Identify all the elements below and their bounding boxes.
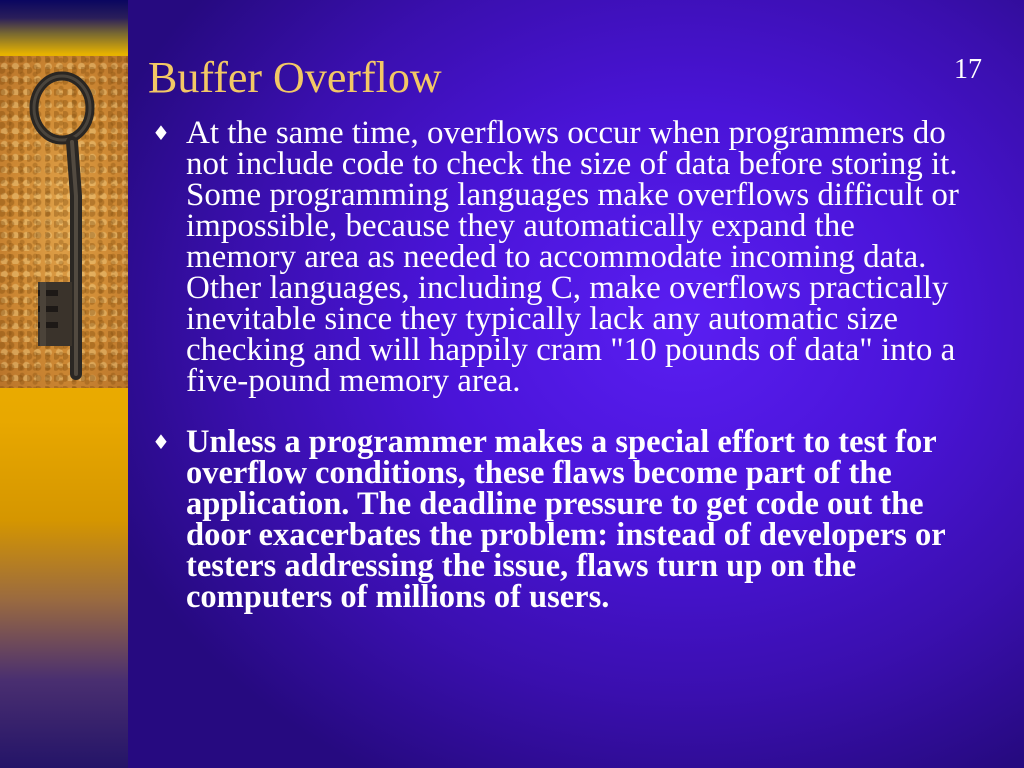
slide-number: 17 xyxy=(954,54,982,85)
slide-title: Buffer Overflow xyxy=(148,53,442,102)
bullet-item-2 xyxy=(148,424,968,615)
bullet-item-1 xyxy=(148,115,968,399)
bullet-text-1: At the same time, overflows occur when programmers do not include code to check the size of data before storing it. Some programming languages make overflows difficult or impossible, because they automatically expand the memory area as needed to accommodate incoming data. Other languages, including C, make overflows practically inevitable since they typically lack any automatic size checking and will happily cram "10 pounds of data" into a five-pound memory area. xyxy=(186,115,959,399)
diamond-bullet-icon: ♦ xyxy=(152,430,170,454)
old-key-icon xyxy=(0,56,128,388)
key-photo xyxy=(0,56,128,388)
bullet-list xyxy=(148,115,968,615)
bullet-text-2: Unless a programmer makes a special effort to test for overflow conditions, these flaws become part of the application. The deadline pressure to get code out the door exacerbates the problem: instead of developers or testers addressing the issue, flaws turn up on the computers of millions of users. xyxy=(186,424,946,615)
diamond-bullet-icon: ♦ xyxy=(152,121,170,145)
